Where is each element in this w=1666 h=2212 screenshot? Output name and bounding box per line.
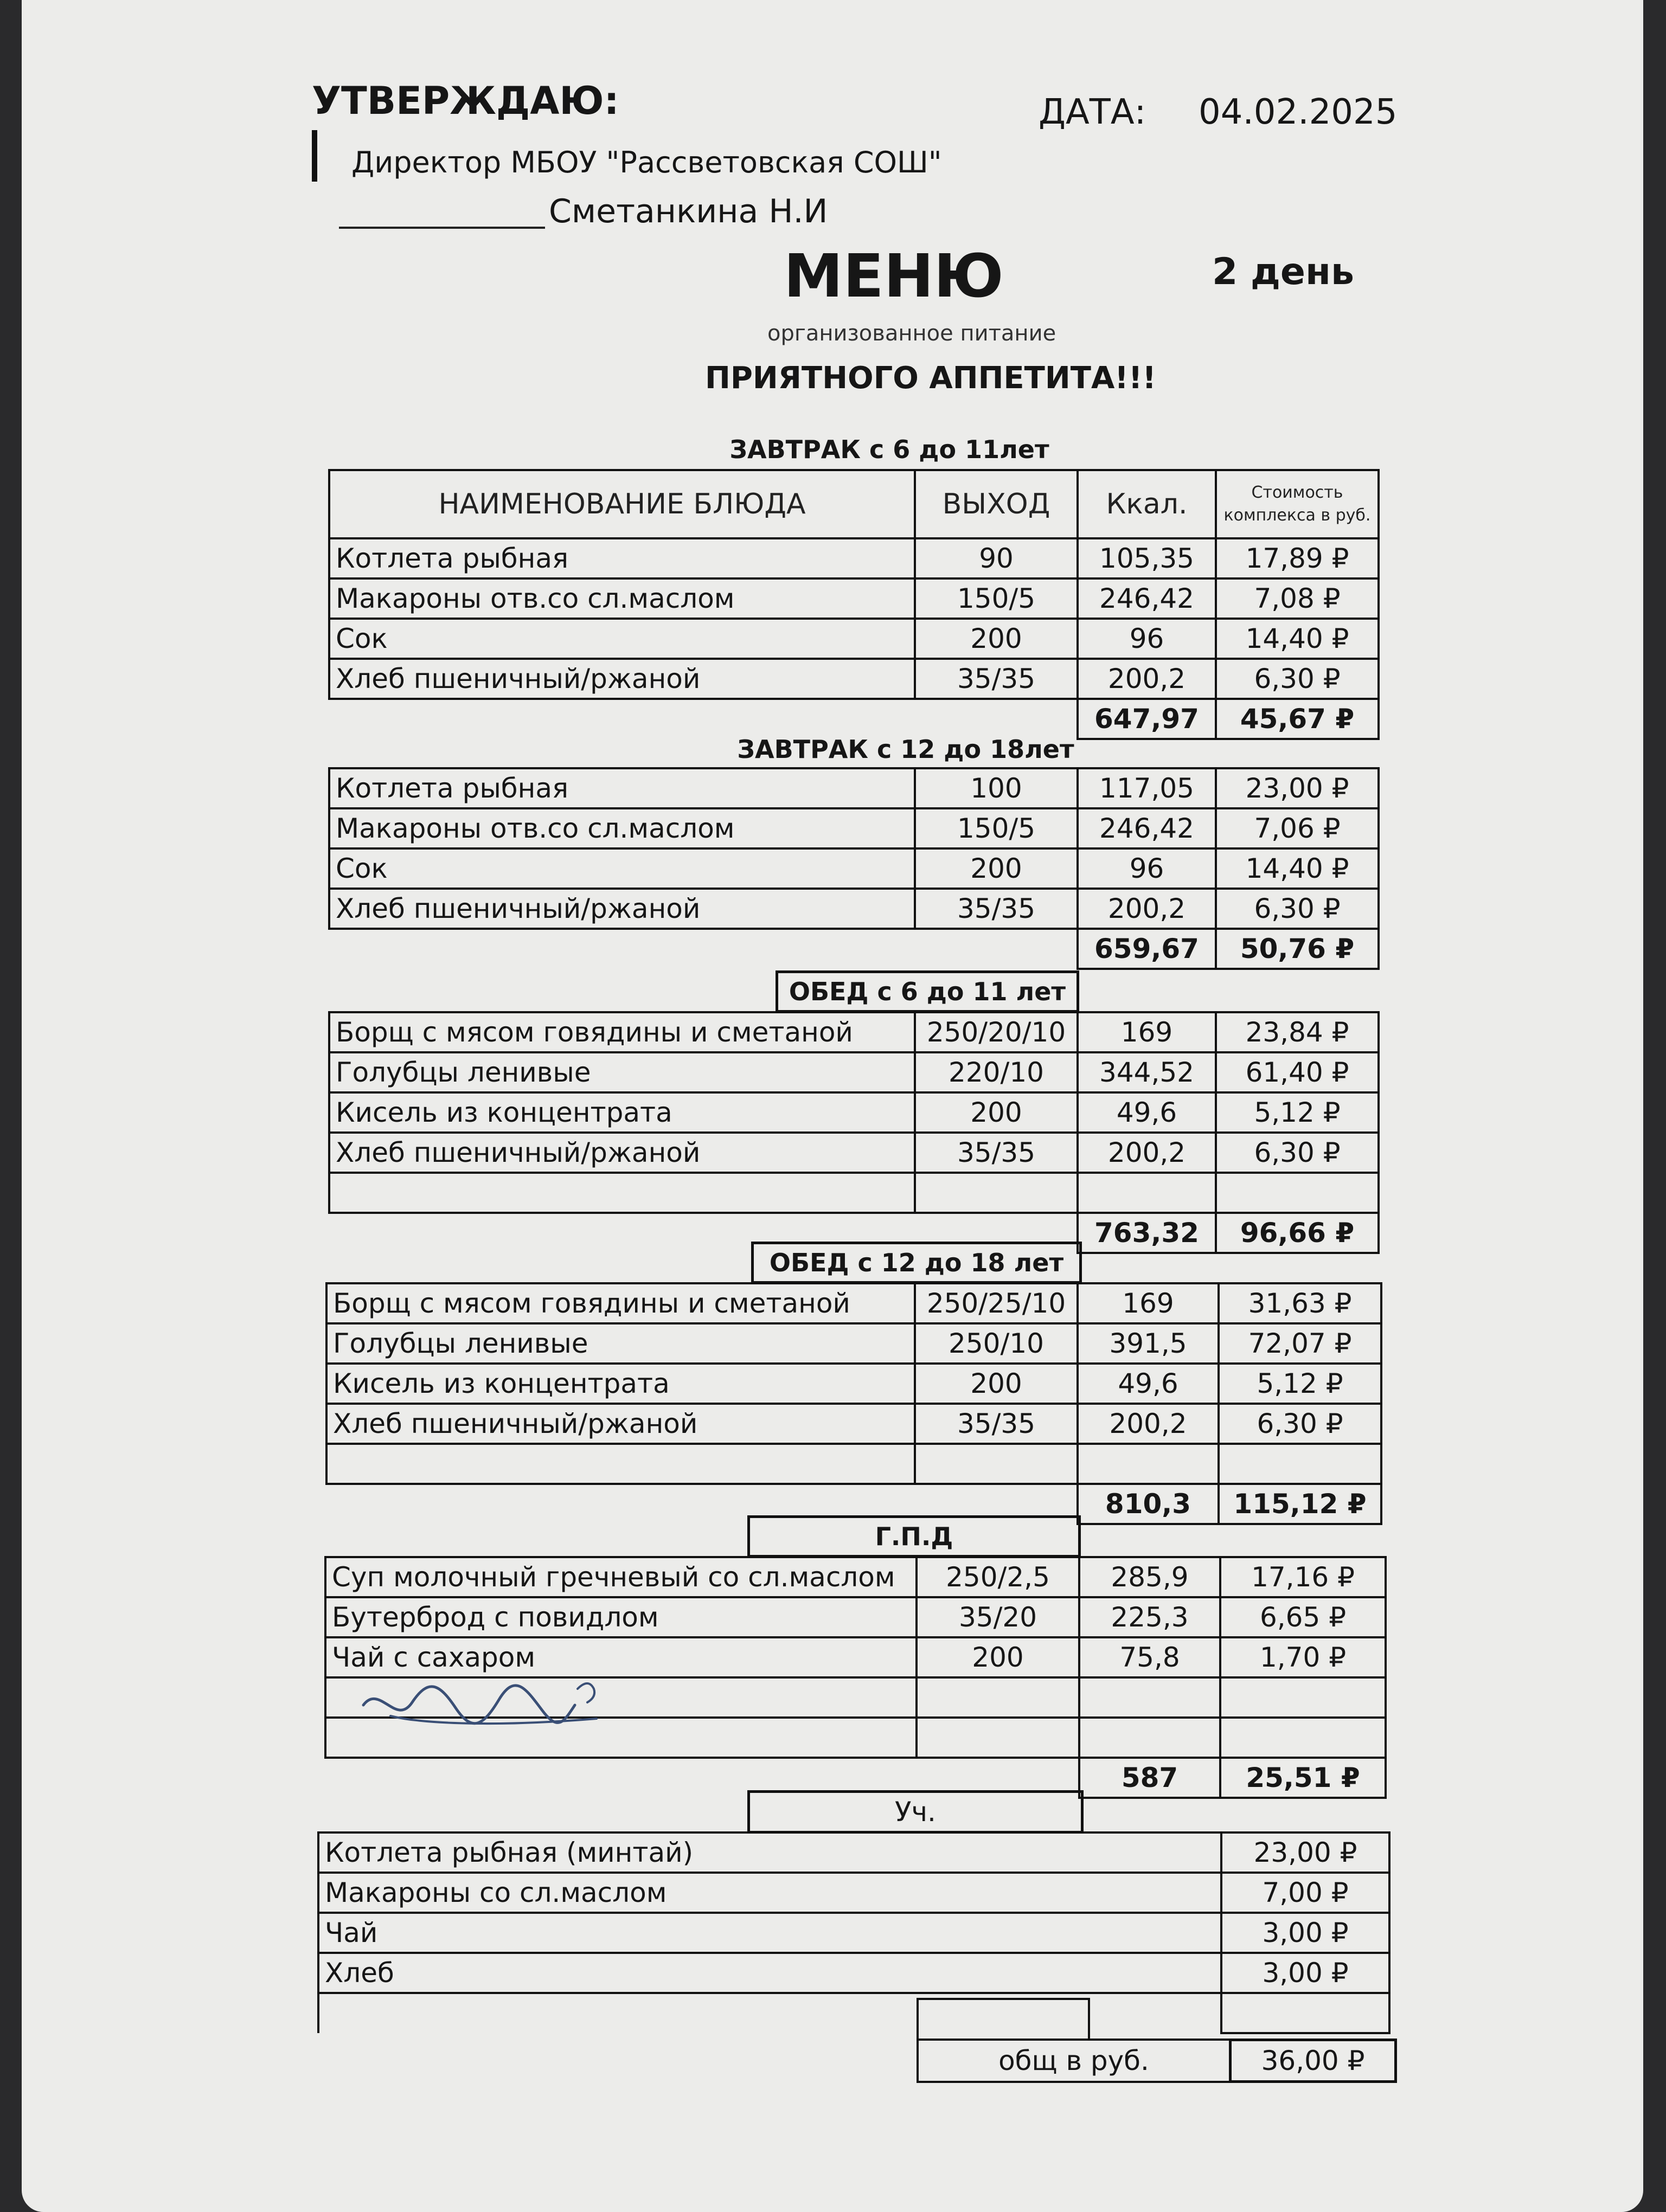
dish-output: 200 (915, 1092, 1078, 1133)
margin-mark (312, 130, 317, 182)
dish-name: Кисель из концентрата (326, 1364, 915, 1404)
table-row (326, 1323, 1381, 1364)
empty-cell (917, 1998, 1090, 2039)
dish-output (915, 1444, 1078, 1484)
total-cost: 96,66 ₽ (1216, 1213, 1379, 1253)
dish-name: Чай (318, 1913, 1221, 1953)
dish-name: Хлеб пшеничный/ржаной (329, 1133, 915, 1173)
dish-cost: 3,00 ₽ (1221, 1953, 1389, 1993)
page-title: МЕНЮ (784, 241, 1004, 311)
date-value: 04.02.2025 (1199, 92, 1398, 132)
table-row (326, 1364, 1381, 1404)
dish-cost: 14,40 ₽ (1216, 848, 1379, 889)
dish-cost: 6,30 ₽ (1216, 889, 1379, 929)
dish-cost: 5,12 ₽ (1219, 1364, 1381, 1404)
dish-kcal (1078, 1444, 1219, 1484)
total-cost: 36,00 ₽ (1229, 2039, 1397, 2083)
menu-table-teachers (317, 1831, 1391, 2034)
dish-kcal: 169 (1078, 1012, 1216, 1052)
dish-cost (1220, 1718, 1386, 1758)
greeting: ПРИЯТНОГО АППЕТИТА!!! (705, 361, 1156, 396)
dish-kcal (1078, 1173, 1216, 1213)
dish-kcal: 391,5 (1078, 1323, 1219, 1364)
director-line: Директор МБОУ "Рассветовская СОШ" (351, 145, 942, 179)
dish-output: 250/20/10 (915, 1012, 1078, 1052)
dish-cost: 72,07 ₽ (1219, 1323, 1381, 1364)
table-row (318, 1832, 1389, 1873)
dish-name: Борщ с мясом говядины и сметаной (326, 1283, 915, 1323)
dish-output: 250/25/10 (915, 1283, 1078, 1323)
table-row (329, 848, 1379, 889)
dish-name: Борщ с мясом говядины и сметаной (329, 1012, 915, 1052)
total-cost: 45,67 ₽ (1216, 699, 1379, 739)
total-cost: 25,51 ₽ (1220, 1758, 1386, 1798)
total-kcal: 647,97 (1078, 699, 1216, 739)
signer-name: Сметанкина Н.И (549, 192, 828, 230)
day-label: 2 день (1212, 250, 1355, 293)
dish-cost: 23,00 ₽ (1216, 768, 1379, 808)
dish-kcal: 246,42 (1078, 808, 1216, 848)
dish-cost: 7,08 ₽ (1216, 578, 1379, 619)
dish-cost: 6,30 ₽ (1219, 1404, 1381, 1444)
dish-kcal: 49,6 (1078, 1092, 1216, 1133)
dish-name: Хлеб пшеничный/ржаной (329, 889, 915, 929)
dish-output: 250/10 (915, 1323, 1078, 1364)
dish-cost: 61,40 ₽ (1216, 1052, 1379, 1092)
table-row (329, 1173, 1379, 1213)
dish-kcal: 117,05 (1078, 768, 1216, 808)
dish-kcal: 105,35 (1078, 538, 1216, 578)
dish-kcal: 169 (1078, 1283, 1219, 1323)
table-row (329, 768, 1379, 808)
table-row (329, 889, 1379, 929)
dish-output: 100 (915, 768, 1078, 808)
table-row (329, 1092, 1379, 1133)
table-row (329, 578, 1379, 619)
dish-cost (1219, 1444, 1381, 1484)
dish-cost: 23,84 ₽ (1216, 1012, 1379, 1052)
approve-heading: УТВЕРЖДАЮ: (312, 79, 619, 123)
total-cost: 115,12 ₽ (1219, 1484, 1381, 1524)
dish-name (326, 1444, 915, 1484)
table-row (329, 1133, 1379, 1173)
dish-cost: 7,06 ₽ (1216, 808, 1379, 848)
dish-name: Сок (329, 848, 915, 889)
table-row (326, 1444, 1381, 1484)
dish-kcal (1079, 1718, 1220, 1758)
column-header-kcal: Ккал. (1078, 470, 1216, 538)
dish-cost: 5,12 ₽ (1216, 1092, 1379, 1133)
table-row (325, 1597, 1386, 1637)
total-row (329, 929, 1379, 969)
dish-cost (1216, 1173, 1379, 1213)
table-row (318, 1913, 1389, 1953)
dish-output (917, 1718, 1079, 1758)
dish-kcal: 285,9 (1079, 1557, 1220, 1597)
dish-output: 35/20 (917, 1597, 1079, 1637)
dish-output: 200 (915, 619, 1078, 659)
section-title: ОБЕД с 6 до 11 лет (776, 970, 1079, 1013)
dish-output: 35/35 (915, 659, 1078, 699)
total-row (329, 699, 1379, 739)
dish-output: 200 (915, 848, 1078, 889)
dish-output (915, 1173, 1078, 1213)
dish-name: Макароны отв.со сл.маслом (329, 808, 915, 848)
signature-line (339, 227, 545, 229)
dish-output: 35/35 (915, 1133, 1078, 1173)
handwritten-scribble (358, 1673, 607, 1738)
dish-cost: 6,30 ₽ (1216, 1133, 1379, 1173)
total-label: общ в руб. (917, 2039, 1231, 2083)
dish-cost: 23,00 ₽ (1221, 1832, 1389, 1873)
column-header-cost: Стоимость комплекса в руб. (1216, 470, 1379, 538)
dish-output (917, 1677, 1079, 1718)
table-row (329, 1012, 1379, 1052)
dish-name: Суп молочный гречневый со сл.маслом (325, 1557, 917, 1597)
dish-output: 150/5 (915, 578, 1078, 619)
section-title: ОБЕД с 12 до 18 лет (751, 1242, 1082, 1284)
dish-cost: 7,00 ₽ (1221, 1873, 1389, 1913)
total-kcal: 763,32 (1078, 1213, 1216, 1253)
dish-output: 200 (915, 1364, 1078, 1404)
dish-kcal: 344,52 (1078, 1052, 1216, 1092)
section-title: ЗАВТРАК с 12 до 18лет (737, 735, 1074, 764)
dish-output: 150/5 (915, 808, 1078, 848)
dish-cost: 17,89 ₽ (1216, 538, 1379, 578)
dish-name: Хлеб пшеничный/ржаной (329, 659, 915, 699)
column-header-name: НАИМЕНОВАНИЕ БЛЮДА (329, 470, 915, 538)
dish-cost: 3,00 ₽ (1221, 1913, 1389, 1953)
dish-kcal: 200,2 (1078, 889, 1216, 929)
table-row (329, 538, 1379, 578)
table-row (329, 619, 1379, 659)
column-header-output: ВЫХОД (915, 470, 1078, 538)
dish-name: Чай с сахаром (325, 1637, 917, 1677)
dish-cost: 31,63 ₽ (1219, 1283, 1381, 1323)
menu-table-lunch-6-11 (328, 1011, 1380, 1254)
total-cost: 50,76 ₽ (1216, 929, 1379, 969)
dish-name: Котлета рыбная (минтай) (318, 1832, 1221, 1873)
table-row (318, 1953, 1389, 1993)
menu-table-breakfast-6-11 (328, 469, 1380, 740)
dish-output: 90 (915, 538, 1078, 578)
dish-cost: 17,16 ₽ (1220, 1557, 1386, 1597)
table-row (329, 1052, 1379, 1092)
table-row (326, 1404, 1381, 1444)
dish-cost: 1,70 ₽ (1220, 1637, 1386, 1677)
section-title: Г.П.Д (747, 1515, 1081, 1558)
dish-cost: 6,65 ₽ (1220, 1597, 1386, 1637)
dish-name: Котлета рыбная (329, 768, 915, 808)
dish-output: 200 (917, 1637, 1079, 1677)
table-row (318, 1993, 1389, 2033)
subtitle: организованное питание (767, 321, 1056, 346)
table-row (326, 1283, 1381, 1323)
dish-kcal: 49,6 (1078, 1364, 1219, 1404)
dish-name (329, 1173, 915, 1213)
dish-name: Хлеб (318, 1953, 1221, 1993)
dish-kcal: 200,2 (1078, 1133, 1216, 1173)
dish-kcal: 225,3 (1079, 1597, 1220, 1637)
header-row (329, 470, 1379, 538)
dish-kcal: 96 (1078, 848, 1216, 889)
menu-table-breakfast-12-18 (328, 767, 1380, 970)
dish-name: Макароны отв.со сл.маслом (329, 578, 915, 619)
dish-name: Кисель из концентрата (329, 1092, 915, 1133)
dish-kcal: 75,8 (1079, 1637, 1220, 1677)
dish-output: 35/35 (915, 889, 1078, 929)
dish-name: Голубцы ленивые (329, 1052, 915, 1092)
dish-name: Котлета рыбная (329, 538, 915, 578)
dish-output: 220/10 (915, 1052, 1078, 1092)
dish-kcal: 246,42 (1078, 578, 1216, 619)
menu-table-lunch-12-18 (325, 1282, 1382, 1525)
total-kcal: 659,67 (1078, 929, 1216, 969)
dish-name: Хлеб пшеничный/ржаной (326, 1404, 915, 1444)
dish-kcal: 96 (1078, 619, 1216, 659)
dish-name: Бутерброд с повидлом (325, 1597, 917, 1637)
dish-cost (1220, 1677, 1386, 1718)
section-title: Уч. (747, 1790, 1084, 1834)
section-title: ЗАВТРАК с 6 до 11лет (729, 435, 1049, 464)
table-row (325, 1557, 1386, 1597)
total-kcal: 810,3 (1078, 1484, 1219, 1524)
table-row (329, 659, 1379, 699)
table-row (329, 808, 1379, 848)
total-kcal: 587 (1079, 1758, 1220, 1798)
dish-kcal: 200,2 (1078, 659, 1216, 699)
dish-name: Сок (329, 619, 915, 659)
table-row (318, 1873, 1389, 1913)
dish-output: 250/2,5 (917, 1557, 1079, 1597)
dish-name: Голубцы ленивые (326, 1323, 915, 1364)
dish-cost: 6,30 ₽ (1216, 659, 1379, 699)
dish-cost: 14,40 ₽ (1216, 619, 1379, 659)
dish-kcal (1079, 1677, 1220, 1718)
dish-output: 35/35 (915, 1404, 1078, 1444)
dish-kcal: 200,2 (1078, 1404, 1219, 1444)
date-label: ДАТА: (1039, 92, 1146, 132)
table-row (325, 1637, 1386, 1677)
dish-name: Макароны со сл.маслом (318, 1873, 1221, 1913)
